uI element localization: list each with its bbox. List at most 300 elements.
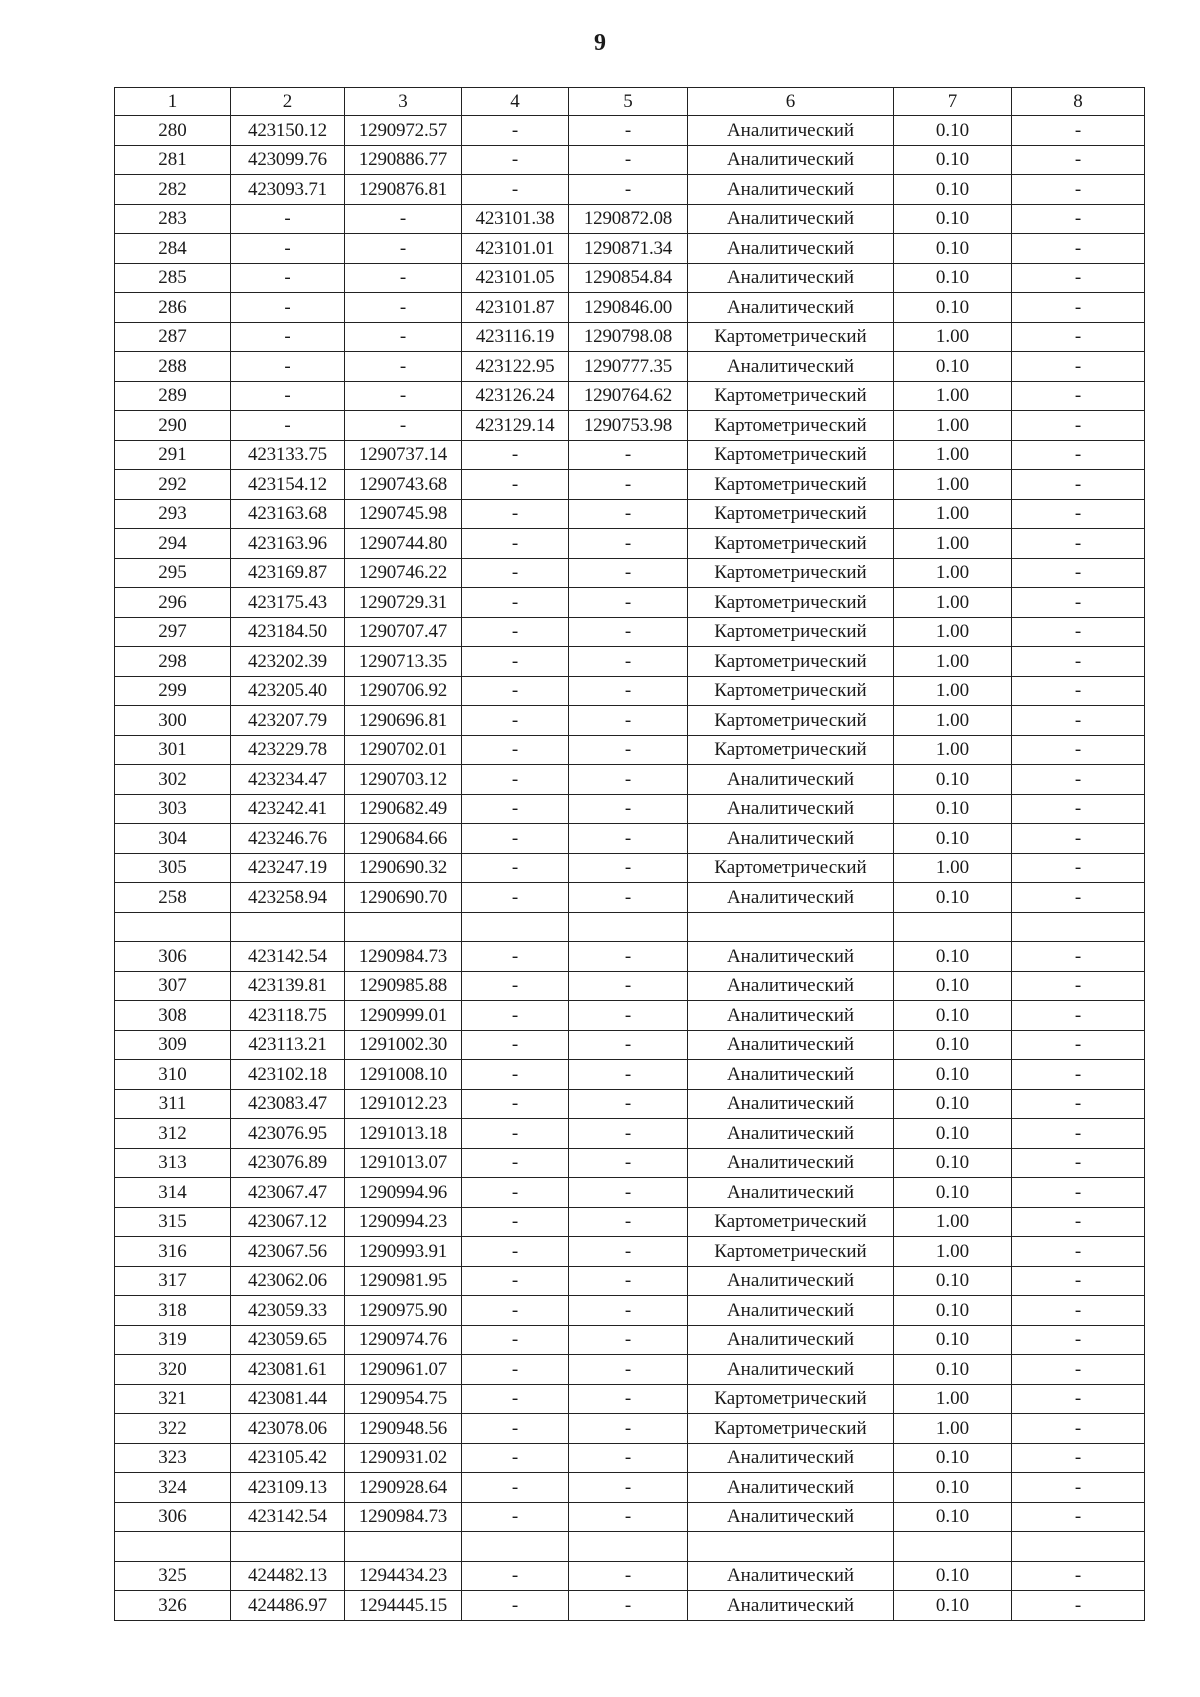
table-row	[115, 942, 1145, 972]
table-cell: 1290690.32	[345, 853, 462, 883]
table-cell: -	[569, 440, 688, 470]
table-cell: 423142.54	[231, 1502, 345, 1532]
table-row	[115, 824, 1145, 854]
table-cell: 308	[115, 1001, 231, 1031]
table-cell: -	[569, 647, 688, 677]
table-cell: 1290746.22	[345, 558, 462, 588]
table-cell: Картометрический	[688, 499, 894, 529]
table-cell: 1.00	[894, 647, 1012, 677]
table-cell: -	[1012, 381, 1145, 411]
table-cell: -	[1012, 204, 1145, 234]
table-cell: Аналитический	[688, 1089, 894, 1119]
table-cell: 1290948.56	[345, 1414, 462, 1444]
table-cell: -	[1012, 1325, 1145, 1355]
table-cell: 423169.87	[231, 558, 345, 588]
table-cell: -	[569, 145, 688, 175]
table-cell: 1291013.07	[345, 1148, 462, 1178]
table-row	[115, 440, 1145, 470]
table-cell: -	[1012, 1030, 1145, 1060]
table-row	[115, 1414, 1145, 1444]
table-cell: 423205.40	[231, 676, 345, 706]
table-cell: 1.00	[894, 440, 1012, 470]
header-cell: 6	[688, 88, 894, 116]
table-cell: 309	[115, 1030, 231, 1060]
table-cell: -	[345, 204, 462, 234]
table-cell: -	[569, 175, 688, 205]
table-cell	[345, 1532, 462, 1562]
table-cell: 423059.65	[231, 1325, 345, 1355]
table-cell: -	[569, 1207, 688, 1237]
table-cell: 304	[115, 824, 231, 854]
table-cell: Аналитический	[688, 794, 894, 824]
table-cell: 0.10	[894, 293, 1012, 323]
table-cell: 423246.76	[231, 824, 345, 854]
table-cell: 1290961.07	[345, 1355, 462, 1385]
table-cell: 303	[115, 794, 231, 824]
table-cell: 1290707.47	[345, 617, 462, 647]
table-cell: 1290744.80	[345, 529, 462, 559]
table-row	[115, 234, 1145, 264]
table-cell: -	[1012, 1473, 1145, 1503]
table-cell: -	[1012, 647, 1145, 677]
table-cell: -	[569, 1384, 688, 1414]
table-cell: -	[569, 883, 688, 913]
table-cell: -	[569, 1561, 688, 1591]
table-cell: -	[1012, 765, 1145, 795]
table-cell: 423076.89	[231, 1148, 345, 1178]
table-cell: Аналитический	[688, 765, 894, 795]
table-cell: -	[462, 1207, 569, 1237]
table-cell: -	[1012, 529, 1145, 559]
table-row	[115, 617, 1145, 647]
table-cell: 423067.12	[231, 1207, 345, 1237]
table-cell: -	[462, 529, 569, 559]
table-cell: 1290753.98	[569, 411, 688, 441]
table-cell: 423076.95	[231, 1119, 345, 1149]
table-cell: 1290696.81	[345, 706, 462, 736]
table-cell: 423234.47	[231, 765, 345, 795]
table-cell: -	[569, 794, 688, 824]
header-cell: 7	[894, 88, 1012, 116]
table-cell: -	[462, 499, 569, 529]
table-cell: 297	[115, 617, 231, 647]
table-cell: 1.00	[894, 676, 1012, 706]
table-cell: -	[569, 765, 688, 795]
table-row	[115, 1207, 1145, 1237]
table-cell: -	[1012, 263, 1145, 293]
table-cell: 0.10	[894, 1148, 1012, 1178]
table-cell: 424482.13	[231, 1561, 345, 1591]
table-cell: 423247.19	[231, 853, 345, 883]
table-cell: 423142.54	[231, 942, 345, 972]
table-cell: Аналитический	[688, 1148, 894, 1178]
table-cell: -	[1012, 1561, 1145, 1591]
table-cell: -	[569, 1296, 688, 1326]
table-cell: -	[462, 1148, 569, 1178]
table-row	[115, 883, 1145, 913]
table-row	[115, 853, 1145, 883]
table-cell: 1290931.02	[345, 1443, 462, 1473]
table-cell: -	[231, 293, 345, 323]
table-cell: 1290985.88	[345, 971, 462, 1001]
table-cell: 423081.44	[231, 1384, 345, 1414]
table-cell: -	[231, 352, 345, 382]
table-cell: 291	[115, 440, 231, 470]
table-cell: 1294445.15	[345, 1591, 462, 1621]
table-cell: -	[231, 234, 345, 264]
table-cell: 317	[115, 1266, 231, 1296]
table-cell: 306	[115, 1502, 231, 1532]
table-cell: Картометрический	[688, 647, 894, 677]
table-row	[115, 1266, 1145, 1296]
table-cell: Картометрический	[688, 1207, 894, 1237]
table-cell: 1.00	[894, 853, 1012, 883]
table-cell: 318	[115, 1296, 231, 1326]
table-cell: 0.10	[894, 1001, 1012, 1031]
table-cell: Аналитический	[688, 1266, 894, 1296]
table-cell: Аналитический	[688, 971, 894, 1001]
table-cell: 322	[115, 1414, 231, 1444]
table-cell: -	[569, 1355, 688, 1385]
table-cell: 1290713.35	[345, 647, 462, 677]
table-cell: 325	[115, 1561, 231, 1591]
table-cell: 1.00	[894, 735, 1012, 765]
table-cell: -	[1012, 440, 1145, 470]
table-cell: 423113.21	[231, 1030, 345, 1060]
table-cell: -	[1012, 1178, 1145, 1208]
table-cell: 301	[115, 735, 231, 765]
table-cell	[688, 1532, 894, 1562]
table-cell: 321	[115, 1384, 231, 1414]
table-row-empty	[115, 912, 1145, 942]
header-cell: 1	[115, 88, 231, 116]
table-cell: 1290954.75	[345, 1384, 462, 1414]
table-cell: -	[1012, 1148, 1145, 1178]
table-cell: -	[1012, 470, 1145, 500]
table-row	[115, 794, 1145, 824]
table-cell: 290	[115, 411, 231, 441]
table-cell: -	[569, 735, 688, 765]
table-cell: Аналитический	[688, 883, 894, 913]
table-cell: 281	[115, 145, 231, 175]
table-cell: 1.00	[894, 322, 1012, 352]
table-row	[115, 204, 1145, 234]
table-cell: Аналитический	[688, 352, 894, 382]
table-cell: 1.00	[894, 529, 1012, 559]
table-cell: 296	[115, 588, 231, 618]
table-cell: 1290706.92	[345, 676, 462, 706]
table-cell: 300	[115, 706, 231, 736]
table-row	[115, 116, 1145, 146]
table-cell: Аналитический	[688, 145, 894, 175]
table-cell: 1290886.77	[345, 145, 462, 175]
table-cell: -	[1012, 1384, 1145, 1414]
table-cell: -	[1012, 853, 1145, 883]
table-cell: 315	[115, 1207, 231, 1237]
table-cell: -	[569, 1119, 688, 1149]
table-cell: 1.00	[894, 558, 1012, 588]
table-cell: -	[1012, 1119, 1145, 1149]
table-cell: -	[1012, 293, 1145, 323]
table-cell: -	[462, 1060, 569, 1090]
table-cell: Картометрический	[688, 322, 894, 352]
table-cell: 0.10	[894, 175, 1012, 205]
table-cell: -	[462, 1325, 569, 1355]
table-cell: 0.10	[894, 1030, 1012, 1060]
table-cell: 0.10	[894, 971, 1012, 1001]
table-cell: 1291002.30	[345, 1030, 462, 1060]
table-cell: 0.10	[894, 145, 1012, 175]
table-row	[115, 529, 1145, 559]
table-cell	[894, 912, 1012, 942]
table-cell: -	[462, 676, 569, 706]
table-cell: Картометрический	[688, 1384, 894, 1414]
table-cell: 0.10	[894, 1266, 1012, 1296]
table-cell: 423163.68	[231, 499, 345, 529]
table-cell: -	[231, 411, 345, 441]
table-row	[115, 588, 1145, 618]
table-cell: -	[569, 1414, 688, 1444]
table-cell: -	[1012, 1001, 1145, 1031]
table-cell: 0.10	[894, 234, 1012, 264]
table-cell: 423081.61	[231, 1355, 345, 1385]
table-row	[115, 735, 1145, 765]
table-cell: Картометрический	[688, 529, 894, 559]
table-cell: -	[462, 1384, 569, 1414]
table-cell: -	[462, 1355, 569, 1385]
header-cell: 3	[345, 88, 462, 116]
table-cell: 298	[115, 647, 231, 677]
table-cell: -	[569, 499, 688, 529]
table-cell: -	[1012, 794, 1145, 824]
table-row	[115, 175, 1145, 205]
table-cell: 313	[115, 1148, 231, 1178]
table-cell: Картометрический	[688, 411, 894, 441]
table-cell: Аналитический	[688, 1030, 894, 1060]
table-cell: -	[345, 322, 462, 352]
table-cell	[462, 912, 569, 942]
table-cell: -	[231, 263, 345, 293]
table-cell: 423129.14	[462, 411, 569, 441]
table-cell: 423258.94	[231, 883, 345, 913]
table-cell: 324	[115, 1473, 231, 1503]
table-cell: -	[462, 1473, 569, 1503]
coordinates-table	[114, 87, 1145, 1621]
table-cell: 1290981.95	[345, 1266, 462, 1296]
table-cell: 423062.06	[231, 1266, 345, 1296]
table-cell: Аналитический	[688, 1119, 894, 1149]
table-cell: -	[345, 234, 462, 264]
table-cell: 1.00	[894, 617, 1012, 647]
table-cell: 0.10	[894, 824, 1012, 854]
table-cell: -	[1012, 1591, 1145, 1621]
table-cell: 1290702.01	[345, 735, 462, 765]
table-cell: -	[569, 853, 688, 883]
table-cell: -	[569, 1325, 688, 1355]
table-cell: 0.10	[894, 1325, 1012, 1355]
table-cell: -	[462, 1119, 569, 1149]
table-cell: -	[1012, 971, 1145, 1001]
table-cell: 0.10	[894, 1473, 1012, 1503]
table-cell: 423102.18	[231, 1060, 345, 1090]
table-cell: -	[231, 204, 345, 234]
table-cell: -	[462, 853, 569, 883]
table-cell: -	[462, 1178, 569, 1208]
table-cell: 280	[115, 116, 231, 146]
table-cell: 307	[115, 971, 231, 1001]
table-cell: Картометрический	[688, 558, 894, 588]
table-cell: -	[462, 1030, 569, 1060]
table-row	[115, 1089, 1145, 1119]
table-cell: 1290876.81	[345, 175, 462, 205]
table-cell: 285	[115, 263, 231, 293]
table-row	[115, 1148, 1145, 1178]
table-cell: 0.10	[894, 1178, 1012, 1208]
table-cell: Картометрический	[688, 735, 894, 765]
table-cell: 0.10	[894, 883, 1012, 913]
table-cell: 258	[115, 883, 231, 913]
table-cell: 423133.75	[231, 440, 345, 470]
table-cell: -	[462, 1414, 569, 1444]
table-cell: 423118.75	[231, 1001, 345, 1031]
table-cell: 1291013.18	[345, 1119, 462, 1149]
table-cell: -	[1012, 824, 1145, 854]
table-row	[115, 1030, 1145, 1060]
table-cell: -	[1012, 735, 1145, 765]
table-row	[115, 322, 1145, 352]
table-cell: -	[462, 971, 569, 1001]
header-cell: 4	[462, 88, 569, 116]
table-row	[115, 352, 1145, 382]
table-cell: -	[462, 765, 569, 795]
table-cell: 423067.56	[231, 1237, 345, 1267]
header-cell: 5	[569, 88, 688, 116]
table-cell: -	[1012, 1443, 1145, 1473]
table-cell: 287	[115, 322, 231, 352]
table-cell: 286	[115, 293, 231, 323]
table-cell: -	[1012, 1296, 1145, 1326]
table-cell: 0.10	[894, 263, 1012, 293]
table-header	[115, 88, 1145, 116]
table-row	[115, 1237, 1145, 1267]
table-cell: 1290729.31	[345, 588, 462, 618]
table-cell	[1012, 912, 1145, 942]
table-cell: -	[569, 971, 688, 1001]
table-cell: 0.10	[894, 794, 1012, 824]
table-cell: -	[462, 942, 569, 972]
table-cell: 0.10	[894, 1443, 1012, 1473]
table-cell: Аналитический	[688, 1561, 894, 1591]
table-cell: -	[569, 942, 688, 972]
table-cell: 1290798.08	[569, 322, 688, 352]
table-cell: -	[1012, 1266, 1145, 1296]
table-cell: 1290872.08	[569, 204, 688, 234]
table-cell: -	[569, 1178, 688, 1208]
header-cell: 2	[231, 88, 345, 116]
table-cell: -	[1012, 706, 1145, 736]
table-cell: 0.10	[894, 942, 1012, 972]
table-cell: 299	[115, 676, 231, 706]
table-row	[115, 1561, 1145, 1591]
table-cell: -	[345, 293, 462, 323]
table-cell: Картометрический	[688, 617, 894, 647]
table-cell: 423093.71	[231, 175, 345, 205]
table-cell: -	[1012, 588, 1145, 618]
table-cell: 423139.81	[231, 971, 345, 1001]
table-cell: Аналитический	[688, 1473, 894, 1503]
table-cell: 1291008.10	[345, 1060, 462, 1090]
table-cell: -	[1012, 676, 1145, 706]
table-cell: -	[569, 676, 688, 706]
table-cell: Аналитический	[688, 175, 894, 205]
table-cell: Картометрический	[688, 381, 894, 411]
table-cell: 424486.97	[231, 1591, 345, 1621]
table-cell: -	[569, 1060, 688, 1090]
table-cell: 1.00	[894, 706, 1012, 736]
table-cell: 1.00	[894, 588, 1012, 618]
table-cell: -	[1012, 1502, 1145, 1532]
table-cell: 319	[115, 1325, 231, 1355]
table-cell: 1.00	[894, 411, 1012, 441]
table-cell: 1290682.49	[345, 794, 462, 824]
table-cell: 0.10	[894, 352, 1012, 382]
table-cell: 0.10	[894, 765, 1012, 795]
table-cell: 1.00	[894, 1207, 1012, 1237]
table-cell: -	[462, 1443, 569, 1473]
table-cell: Картометрический	[688, 588, 894, 618]
table-cell: 1290745.98	[345, 499, 462, 529]
table-cell: 282	[115, 175, 231, 205]
table-cell: 423229.78	[231, 735, 345, 765]
table-row	[115, 676, 1145, 706]
table-row	[115, 1060, 1145, 1090]
table-cell: -	[462, 1561, 569, 1591]
table-cell: Аналитический	[688, 1325, 894, 1355]
table-cell: 1290690.70	[345, 883, 462, 913]
table-cell: 423184.50	[231, 617, 345, 647]
table-cell: 1290777.35	[569, 352, 688, 382]
table-cell: 423083.47	[231, 1089, 345, 1119]
table-cell: 0.10	[894, 1296, 1012, 1326]
table-cell: 312	[115, 1119, 231, 1149]
table-cell: -	[1012, 1414, 1145, 1444]
table-cell: -	[462, 116, 569, 146]
table-cell: 1291012.23	[345, 1089, 462, 1119]
table-cell	[231, 912, 345, 942]
table-cell: 423101.38	[462, 204, 569, 234]
table-cell: -	[462, 145, 569, 175]
table-cell: 283	[115, 204, 231, 234]
table-row	[115, 971, 1145, 1001]
table-cell: -	[569, 1089, 688, 1119]
table-cell: 423150.12	[231, 116, 345, 146]
table-cell: Аналитический	[688, 1591, 894, 1621]
table-cell: 1290984.73	[345, 1502, 462, 1532]
table-row	[115, 1473, 1145, 1503]
table-cell: -	[462, 1591, 569, 1621]
table-cell: 0.10	[894, 116, 1012, 146]
table-cell: 1.00	[894, 1384, 1012, 1414]
table-cell: 1.00	[894, 381, 1012, 411]
table-cell: 423101.01	[462, 234, 569, 264]
table-cell: 423175.43	[231, 588, 345, 618]
table-cell: 423101.87	[462, 293, 569, 323]
table-cell: 306	[115, 942, 231, 972]
table-cell: -	[569, 1237, 688, 1267]
table-cell	[115, 912, 231, 942]
table-cell: -	[1012, 175, 1145, 205]
table-cell: -	[462, 794, 569, 824]
